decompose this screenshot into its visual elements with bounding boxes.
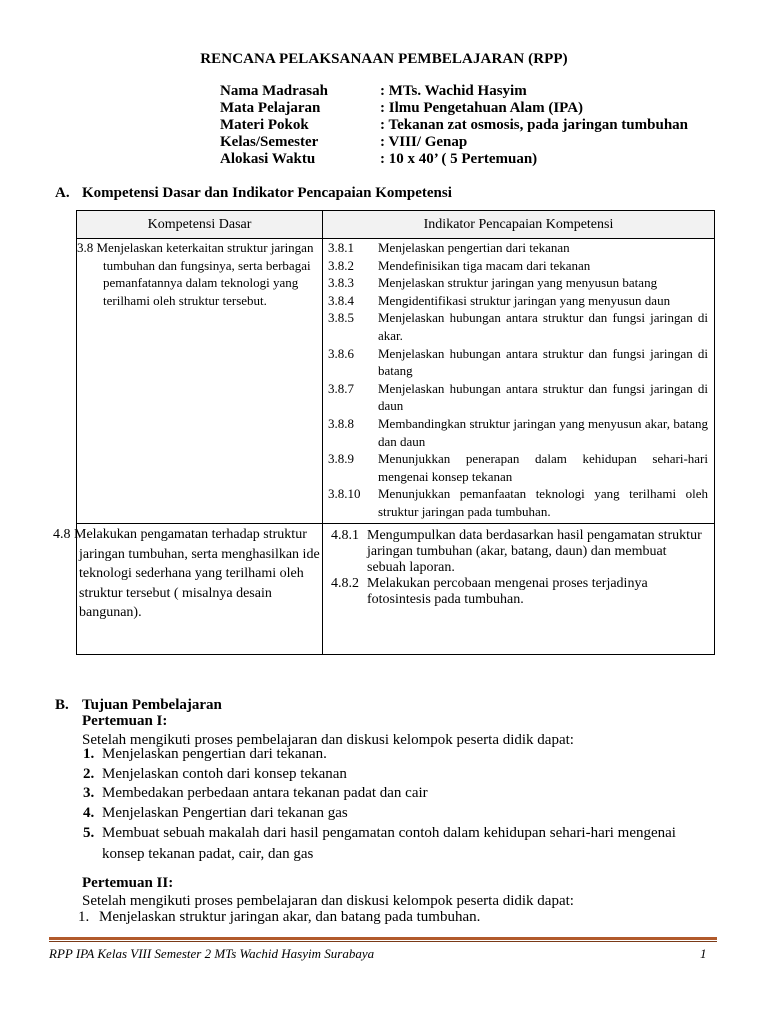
indicator-text: Menjelaskan hubungan antara struktur dan fungsi jaringan di akar.	[378, 310, 708, 343]
indicator-number: 3.8.7	[328, 380, 354, 396]
item-text: Menjelaskan struktur jaringan akar, dan batang pada tumbuhan.	[99, 909, 481, 925]
section-title: Tujuan Pembelajaran	[82, 697, 222, 713]
indicator-text: Menjelaskan pengertian dari tekanan	[378, 240, 570, 255]
indicator-text: Menjelaskan struktur jaringan yang menyusun batang	[378, 275, 658, 291]
item-text: Menjelaskan Pengertian dari tekanan gas	[102, 804, 348, 821]
list-item	[83, 804, 713, 824]
meeting-intro: Setelah mengikuti proses pembelajaran dan diskusi kelompok peserta didik dapat:	[82, 893, 574, 909]
item-text: Membuat sebuah makalah dari hasil pengamatan contoh dalam kehidupan sehari-hari mengenai konsep tekanan padat, cair, dan gas	[102, 825, 676, 862]
identity-row	[220, 151, 740, 168]
indicator-item	[323, 292, 714, 310]
item-number: 4.	[83, 804, 95, 821]
identity-row	[220, 100, 740, 117]
indicator-text: Menunjukkan pemanfaatan teknologi yang terilhami oleh struktur jaringan pada tumbuhan.	[378, 486, 708, 519]
section-letter: B.	[55, 697, 69, 713]
kd-text: 3.8 Menjelaskan keterkaitan struktur jaringan tumbuhan dan fungsinya, serta berbagai pemanfatannya dalam teknologi yang terilhami oleh struktur tersebut.	[77, 240, 314, 308]
item-text: Menjelaskan pengertian dari tekanan.	[102, 746, 327, 762]
item-text: Membedakan perbedaan antara tekanan padat dan cair	[102, 785, 428, 801]
identity-value: : Tekanan zat osmosis, pada jaringan tumbuhan	[380, 117, 689, 133]
footer-text: RPP IPA Kelas VIII Semester 2 MTs Wachid Hasyim Surabaya	[49, 946, 375, 961]
indicator-cell	[323, 524, 715, 655]
indicator-number: 4.8.1	[331, 528, 359, 543]
indicator-number: 3.8.1	[328, 240, 354, 255]
column-header-indicators: Indikator Pencapaian Kompetensi	[323, 211, 715, 239]
list-item	[83, 784, 713, 804]
indicator-number: 3.8.10	[328, 486, 361, 502]
indicator-text: Mengidentifikasi struktur jaringan yang menyusun daun	[378, 292, 671, 308]
identity-label: Kelas/Semester	[220, 134, 319, 150]
item-number: 3.	[83, 785, 95, 801]
column-header-kd: Kompetensi Dasar	[77, 211, 323, 239]
objective-list	[78, 908, 708, 928]
indicator-item	[323, 239, 714, 257]
identity-value: : VIII/ Genap	[380, 134, 468, 150]
footer-divider	[49, 937, 717, 940]
meeting-title: Pertemuan II:	[82, 875, 174, 891]
page-number: 1	[700, 946, 707, 961]
identity-label: Nama Madrasah	[220, 83, 328, 99]
table-header-row	[77, 211, 715, 239]
table-row	[77, 239, 715, 524]
indicator-number: 3.8.9	[328, 451, 354, 467]
indicator-item	[323, 380, 714, 415]
indicator-item	[323, 309, 714, 344]
identity-label: Alokasi Waktu	[220, 151, 316, 167]
indicator-number: 4.8.2	[331, 576, 359, 591]
indicator-text: Melakukan percobaan mengenai proses terjadinya fotosintesis pada tumbuhan.	[367, 576, 648, 607]
identity-value: : 10 x 40’ ( 5 Pertemuan)	[380, 151, 538, 167]
indicator-text: Menjelaskan hubungan antara struktur dan fungsi jaringan di batang	[378, 345, 708, 379]
item-number: 5.	[83, 825, 95, 841]
footer-divider-thin	[49, 941, 717, 942]
competency-table	[53, 210, 715, 655]
indicator-number: 3.8.4	[328, 292, 354, 308]
list-item	[83, 745, 713, 765]
objective-list	[83, 745, 713, 865]
indicator-item	[323, 345, 714, 380]
identity-row	[220, 134, 740, 151]
table-row	[77, 524, 715, 655]
indicator-number: 3.8.6	[328, 345, 354, 361]
document-title: RENCANA PELAKSANAAN PEMBELAJARAN (RPP)	[200, 51, 568, 67]
indicator-text: Menjelaskan hubungan antara struktur dan fungsi jaringan di daun	[378, 380, 708, 414]
item-number: 1.	[78, 909, 90, 925]
indicator-number: 3.8.3	[328, 275, 354, 291]
indicator-text: Membandingkan struktur jaringan yang menyusun akar, batang dan daun	[378, 415, 708, 449]
identity-value: : Ilmu Pengetahuan Alam (IPA)	[380, 100, 584, 116]
indicator-item	[323, 415, 714, 450]
list-item	[83, 823, 713, 865]
identity-row	[220, 83, 740, 100]
kd-text: 4.8 Melakukan pengamatan terhadap struktur jaringan tumbuhan, serta menghasilkan ide teknologi sederhana yang terilhami oleh struktur tersebut ( misalnya desain bangunan).	[53, 527, 320, 620]
indicator-item	[323, 257, 714, 275]
identity-label: Materi Pokok	[220, 117, 309, 133]
indicator-item	[323, 450, 714, 485]
indicator-text: Mengumpulkan data berdasarkan hasil pengamatan struktur jaringan tumbuhan (akar, batang, daun) dan membuat sebuah laporan.	[367, 528, 702, 575]
indicator-item	[331, 528, 708, 576]
list-item	[83, 765, 713, 785]
identity-row	[220, 117, 740, 134]
meeting-intro: Setelah mengikuti proses pembelajaran dan diskusi kelompok peserta didik dapat:	[82, 732, 574, 748]
identity-label: Mata Pelajaran	[220, 100, 321, 116]
identity-block	[220, 83, 740, 168]
indicator-number: 3.8.2	[328, 257, 354, 273]
indicator-number: 3.8.5	[328, 310, 354, 326]
indicator-item	[323, 485, 714, 520]
item-number: 2.	[83, 765, 95, 782]
meeting-title: Pertemuan I:	[82, 713, 168, 729]
kd-cell	[77, 239, 323, 524]
indicator-number: 3.8.8	[328, 415, 354, 431]
section-letter: A.	[55, 185, 70, 201]
indicator-cell	[323, 239, 715, 524]
kd-cell	[53, 524, 323, 655]
indicator-text: Mendefinisikan tiga macam dari tekanan	[378, 257, 591, 273]
section-title: Kompetensi Dasar dan Indikator Pencapaian Kompetensi	[82, 185, 452, 201]
item-text: Menjelaskan contoh dari konsep tekanan	[102, 765, 347, 782]
indicator-item	[331, 576, 708, 608]
identity-value: : MTs. Wachid Hasyim	[380, 83, 527, 99]
indicator-text: Menunjukkan penerapan dalam kehidupan sehari-hari mengenai konsep tekanan	[378, 451, 708, 484]
indicator-item	[323, 274, 714, 292]
list-item	[78, 908, 708, 928]
item-number: 1.	[83, 746, 95, 762]
